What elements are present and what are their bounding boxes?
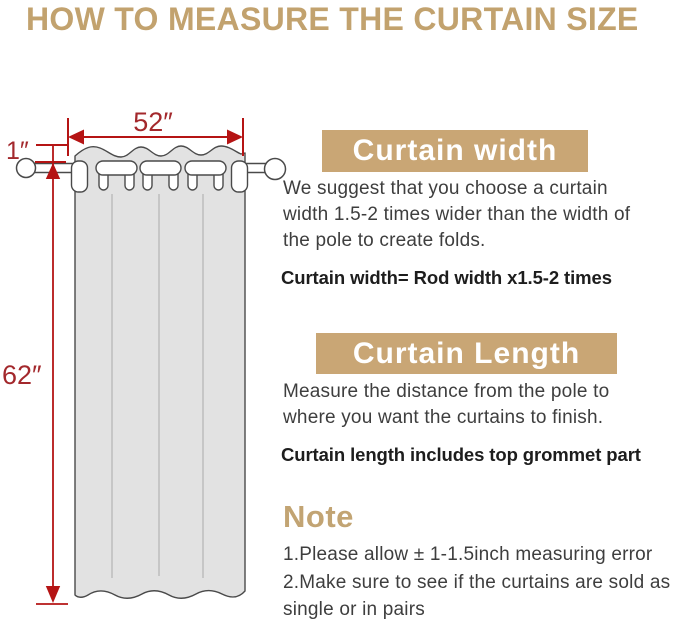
grommet-icon [232, 161, 248, 192]
curtain-width-body: We suggest that you choose a curtain width 1.5-2 times wider than the width of the pole to create folds. [283, 178, 631, 251]
note-item: 2.Make sure to see if the curtains are sold as single or in pairs [283, 571, 671, 620]
offset-dimension-label: 1″ [6, 137, 29, 165]
note-list [283, 541, 679, 620]
curtain-width-heading: Curtain width [322, 130, 588, 172]
curtain-panel [75, 146, 245, 598]
offset-dimension-arrow [35, 145, 68, 179]
curtain-length-formula: Curtain length includes top grommet part [281, 444, 641, 465]
note-heading: Note [283, 499, 354, 534]
curtain-length-body: Measure the distance from the pole to where you want the curtains to finish. [283, 381, 610, 428]
width-dimension-label: 52″ [133, 107, 173, 137]
grommet-icon [72, 161, 88, 192]
note-item: 1.Please allow ± 1-1.5inch measuring error [283, 544, 653, 565]
length-dimension-label: 62″ [2, 360, 42, 390]
page-title: HOW TO MEASURE THE CURTAIN SIZE [26, 1, 639, 37]
curtain-width-formula: Curtain width= Rod width x1.5-2 times [281, 267, 612, 288]
curtain-diagram [0, 0, 300, 620]
curtain-length-heading: Curtain Length [316, 333, 617, 374]
